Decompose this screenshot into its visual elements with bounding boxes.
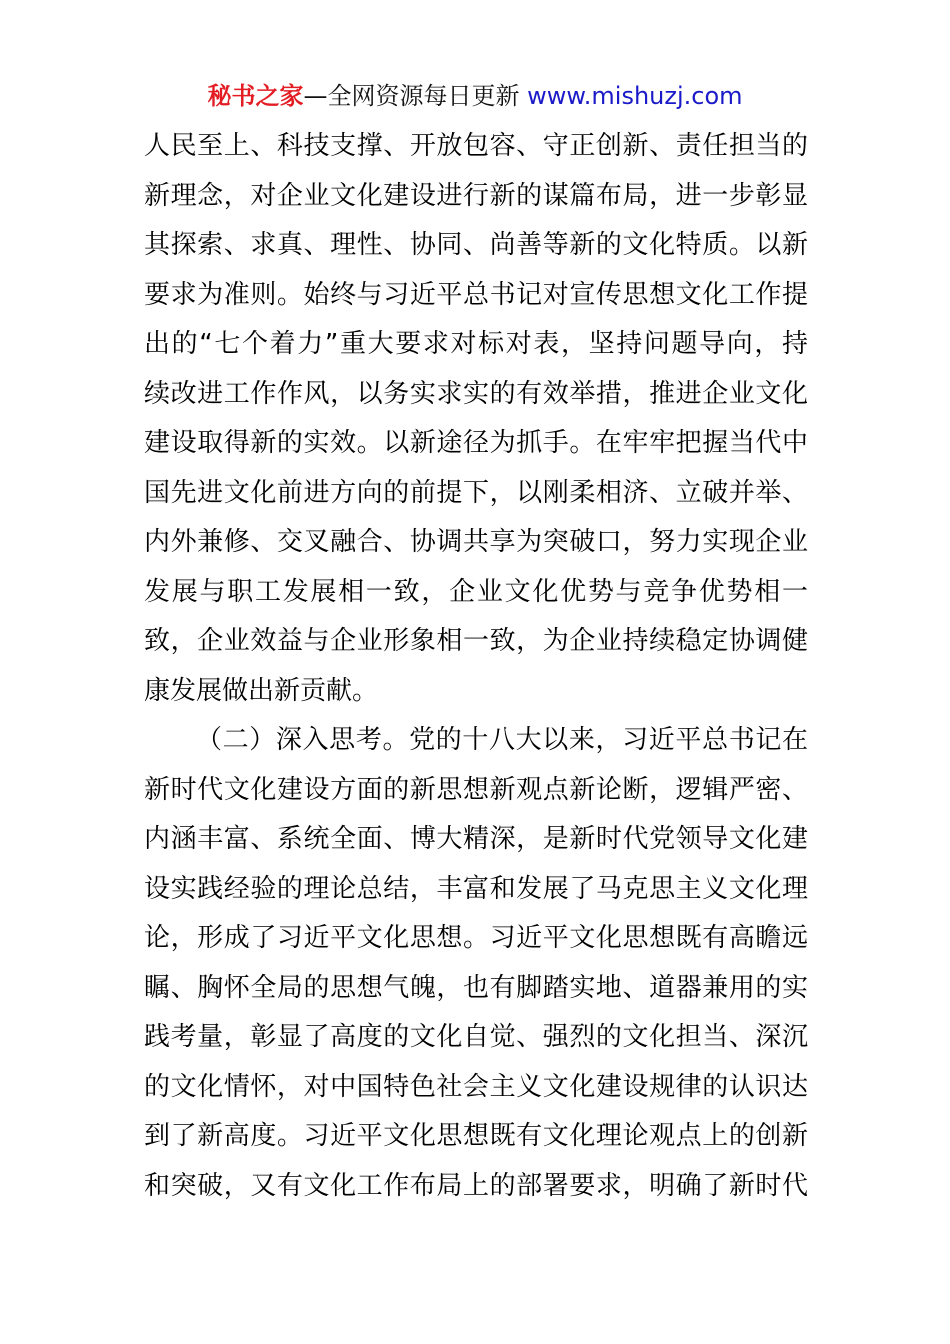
text-line: 续改进工作作风，以务实求实的有效举措，推进企业文化 [144,378,808,409]
text-line: 新理念，对企业文化建设进行新的谋篇布局，进一步彰显 [144,180,808,211]
text-line: 到了新高度。习近平文化思想既有文化理论观点上的创新 [144,1121,808,1151]
text-line: 践考量，彰显了高度的文化自觉、强烈的文化担当、深沉 [144,1022,808,1052]
text-line: 出的“七个着力”重大要求对标对表，坚持问题导向，持 [144,329,808,359]
text-line: 人民至上、科技支撑、开放包容、守正创新、责任担当的 [144,131,808,161]
text-line: 新时代文化建设方面的新思想新观点新论断，逻辑严密、 [144,774,808,805]
section-heading-line: （二）深入思考。党的十八大以来，习近平总书记在 [196,725,808,755]
text-line: 其探索、求真、理性、协同、尚善等新的文化特质。以新 [144,230,808,260]
brand-name: 秘书之家 [207,82,304,110]
text-line: 内涵丰富、系统全面、博大精深，是新时代党领导文化建 [144,824,808,854]
text-line: 的文化情怀，对中国特色社会主义文化建设规律的认识达 [144,1071,808,1102]
paragraph-end-line: 康发展做出新贡献。 [144,675,379,706]
text-line: 设实践经验的理论总结，丰富和发展了马克思主义文化理 [144,873,808,904]
text-line: 要求为准则。始终与习近平总书记对宣传思想文化工作提 [144,279,808,310]
text-line: 瞩、胸怀全局的思想气魄，也有脚踏实地、道器兼用的实 [144,972,808,1003]
document-body [144,122,808,1211]
text-line: 和突破，又有文化工作布局上的部署要求，明确了新时代 [144,1170,808,1201]
text-line: 论，形成了习近平文化思想。习近平文化思想既有高瞻远 [144,923,808,953]
site-header [0,80,950,112]
text-line: 致，企业效益与企业形象相一致，为企业持续稳定协调健 [144,626,808,656]
text-line: 内外兼修、交叉融合、协调共享为突破口，努力实现企业 [144,527,808,557]
text-line: 国先进文化前进方向的前提下，以刚柔相济、立破并举、 [144,477,808,508]
site-url-link[interactable]: www.mishuzj.com [527,82,743,110]
text-line: 发展与职工发展相一致，企业文化优势与竞争优势相一 [144,576,808,607]
header-slogan: —全网资源每日更新 [303,82,520,110]
text-line: 建设取得新的实效。以新途径为抓手。在牢牢把握当代中 [144,428,808,458]
